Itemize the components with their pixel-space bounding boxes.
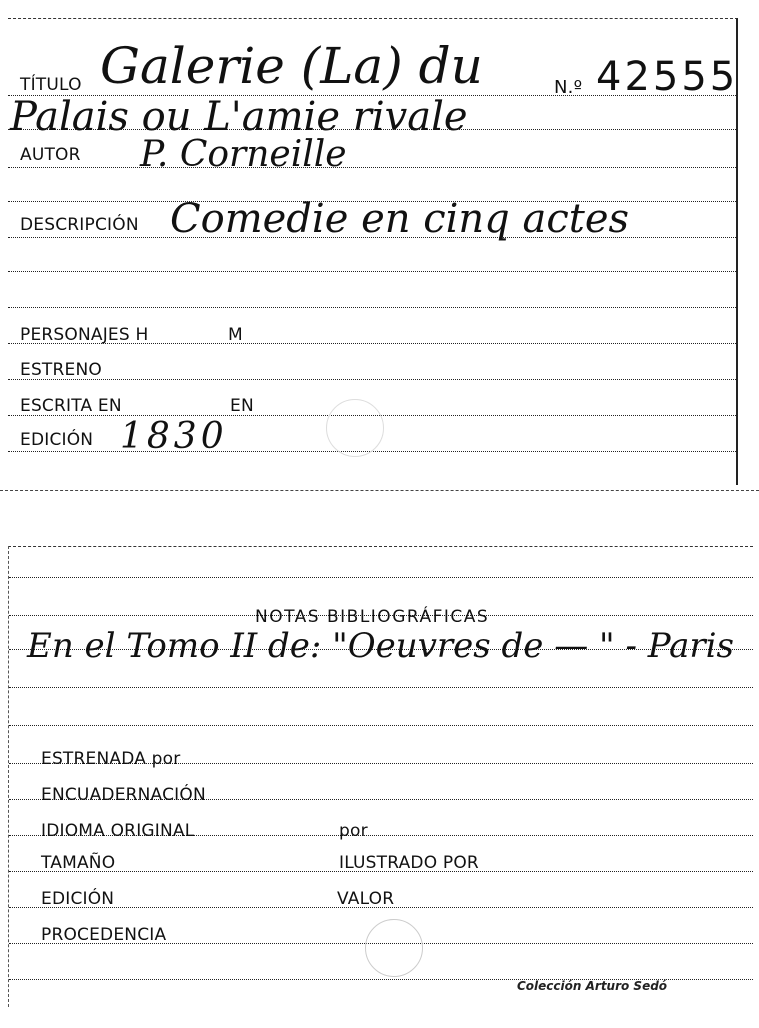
punch-hole-mark (326, 399, 384, 457)
tamano-label: TAMAÑO (41, 853, 116, 873)
titulo-value-line1: Galerie (La) du (100, 37, 483, 95)
autor-value: P. Corneille (140, 134, 347, 175)
rule-line (8, 379, 736, 380)
rule-line (9, 687, 753, 688)
autor-label: AUTOR (20, 145, 81, 165)
descripcion-value: Comedie en cinq actes (170, 196, 630, 242)
procedencia-label: PROCEDENCIA (41, 925, 167, 945)
edicion-label-2: EDICIÓN (41, 889, 115, 909)
titulo-value-line2: Palais ou L'amie rivale (10, 94, 468, 140)
numero-value: 42555 (596, 54, 739, 100)
personajes-m-label: M (228, 325, 243, 345)
collection-stamp: Colección Arturo Sedó (517, 979, 668, 993)
encuadernacion-label: ENCUADERNACIÓN (41, 785, 206, 805)
punch-hole-mark (365, 919, 423, 977)
en-label: EN (230, 396, 254, 416)
personajes-h-label: PERSONAJES H (20, 325, 149, 345)
rule-line (8, 307, 736, 308)
estrenada-label: ESTRENADA por (41, 749, 181, 769)
rule-line (9, 577, 753, 578)
catalog-card-front (8, 18, 738, 485)
notas-value: En el Tomo II de: "Oeuvres de — " - Paris (27, 626, 734, 666)
notas-bibliograficas-heading: NOTAS BIBLIOGRÁFICAS (255, 607, 490, 627)
catalog-card-back (8, 546, 753, 1007)
rule-line (8, 271, 736, 272)
rule-line (9, 725, 753, 726)
edicion-label: EDICIÓN (20, 430, 94, 450)
ilustrado-por-label: ILUSTRADO POR (339, 853, 479, 873)
numero-label: N.º (554, 77, 583, 98)
edicion-value: 1830 (120, 416, 228, 457)
estreno-label: ESTRENO (20, 360, 102, 380)
por-label: por (339, 821, 368, 841)
escrita-en-label: ESCRITA EN (20, 396, 122, 416)
card-edge (0, 490, 759, 497)
rule-line (8, 167, 736, 168)
idioma-original-label: IDIOMA ORIGINAL (41, 821, 195, 841)
titulo-label: TÍTULO (20, 75, 82, 95)
descripcion-label: DESCRIPCIÓN (20, 215, 139, 235)
valor-label: VALOR (337, 889, 395, 909)
